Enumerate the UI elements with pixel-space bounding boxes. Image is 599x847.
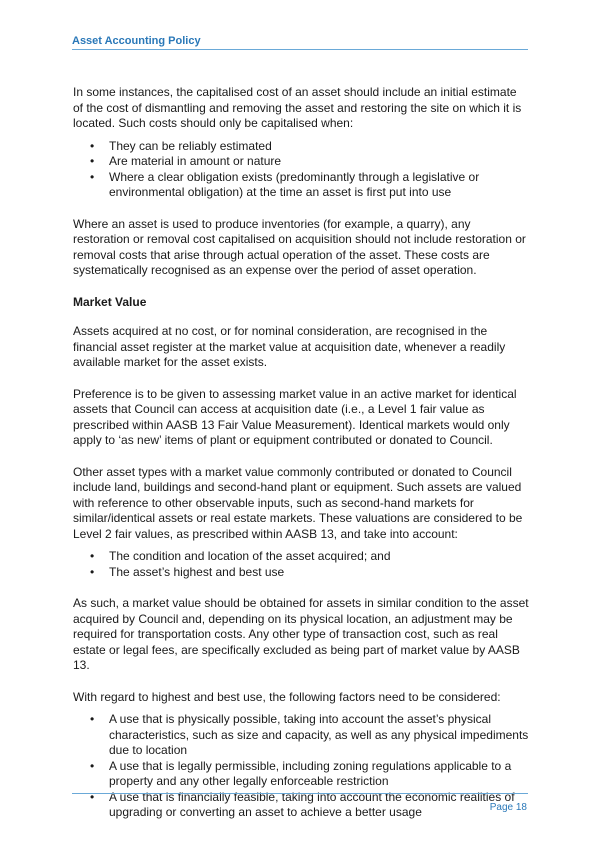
footer-divider: [72, 793, 528, 794]
list-item: • Are material in amount or nature: [73, 154, 529, 170]
document-header-title: Asset Accounting Policy: [72, 35, 201, 47]
list-item: • Where a clear obligation exists (predominantly through a legislative or environmental obligation) at the time an asset is first put into use: [73, 170, 529, 201]
list-item: • A use that is legally permissible, including zoning regulations applicable to a property and any other legally enforceable restriction: [73, 759, 529, 790]
valuation-considerations-list: [73, 549, 529, 580]
list-item: • The asset’s highest and best use: [73, 565, 529, 581]
paragraph-transportation-costs: As such, a market value should be obtained for assets in similar condition to the asset acquired by Council and, depending on its physical location, an adjustment may be required for transportation costs. Any other type of transaction cost, such as real estate or legal fees, are specifically excluded as being part of market value by AASB 13.: [73, 596, 529, 672]
capitalisation-conditions-list: [73, 139, 529, 201]
section-heading-market-value: Market Value: [73, 294, 147, 309]
list-item: • A use that is financially feasible, taking into account the economic realities of upgrading or converting an asset to achieve a better usage: [73, 790, 529, 821]
highest-best-use-factors-list: [73, 712, 529, 821]
list-item: • They can be reliably estimated: [73, 139, 529, 155]
paragraph-active-market: Preference is to be given to assessing market value in an active market for identical assets that Council can access at acquisition date (i.e., a Level 1 fair value as prescribed within AASB 13 Fair Value Measurement). Identical markets would only apply to ‘as new’ items of plant or equipment contributed or donated to Council.: [73, 386, 517, 447]
paragraph-inventories: Where an asset is used to produce inventories (for example, a quarry), any restoration or removal cost capitalised on acquisition should not include restoration or removal costs that arise through actual operation of the asset. These costs are systematically recognised as an expense over the period of asset operation.: [73, 216, 526, 277]
list-item: • A use that is physically possible, taking into account the asset’s physical characteristics, such as size and capacity, as well as any physical impediments due to location: [73, 712, 529, 759]
paragraph-highest-best-use: With regard to highest and best use, the following factors need to be considered:: [73, 689, 501, 704]
paragraph-other-asset-types: Other asset types with a market value commonly contributed or donated to Council include land, buildings and second-hand plant or equipment. Such assets are valued with reference to other observable inputs, such as second-hand markets for similar/identical assets or real estate markets. These valuations are considered to be Level 2 fair values, as prescribed within AASB 13, and take into account:: [73, 464, 523, 541]
page-content: [73, 85, 529, 837]
paragraph-dismantling-cost: In some instances, the capitalised cost of an asset should include an initial estimate of the cost of dismantling and removing the asset and restoring the site on which it is located. Such costs should only be capitalised when:: [73, 85, 522, 130]
list-item: • The condition and location of the asset acquired; and: [73, 549, 529, 565]
page-number: Page 18: [489, 802, 527, 813]
header-divider: [72, 49, 528, 50]
paragraph-no-cost-acquisition: Assets acquired at no cost, or for nominal consideration, are recognised in the financial asset register at the market value at acquisition date, whenever a readily available market for the asset exists.: [73, 324, 506, 369]
